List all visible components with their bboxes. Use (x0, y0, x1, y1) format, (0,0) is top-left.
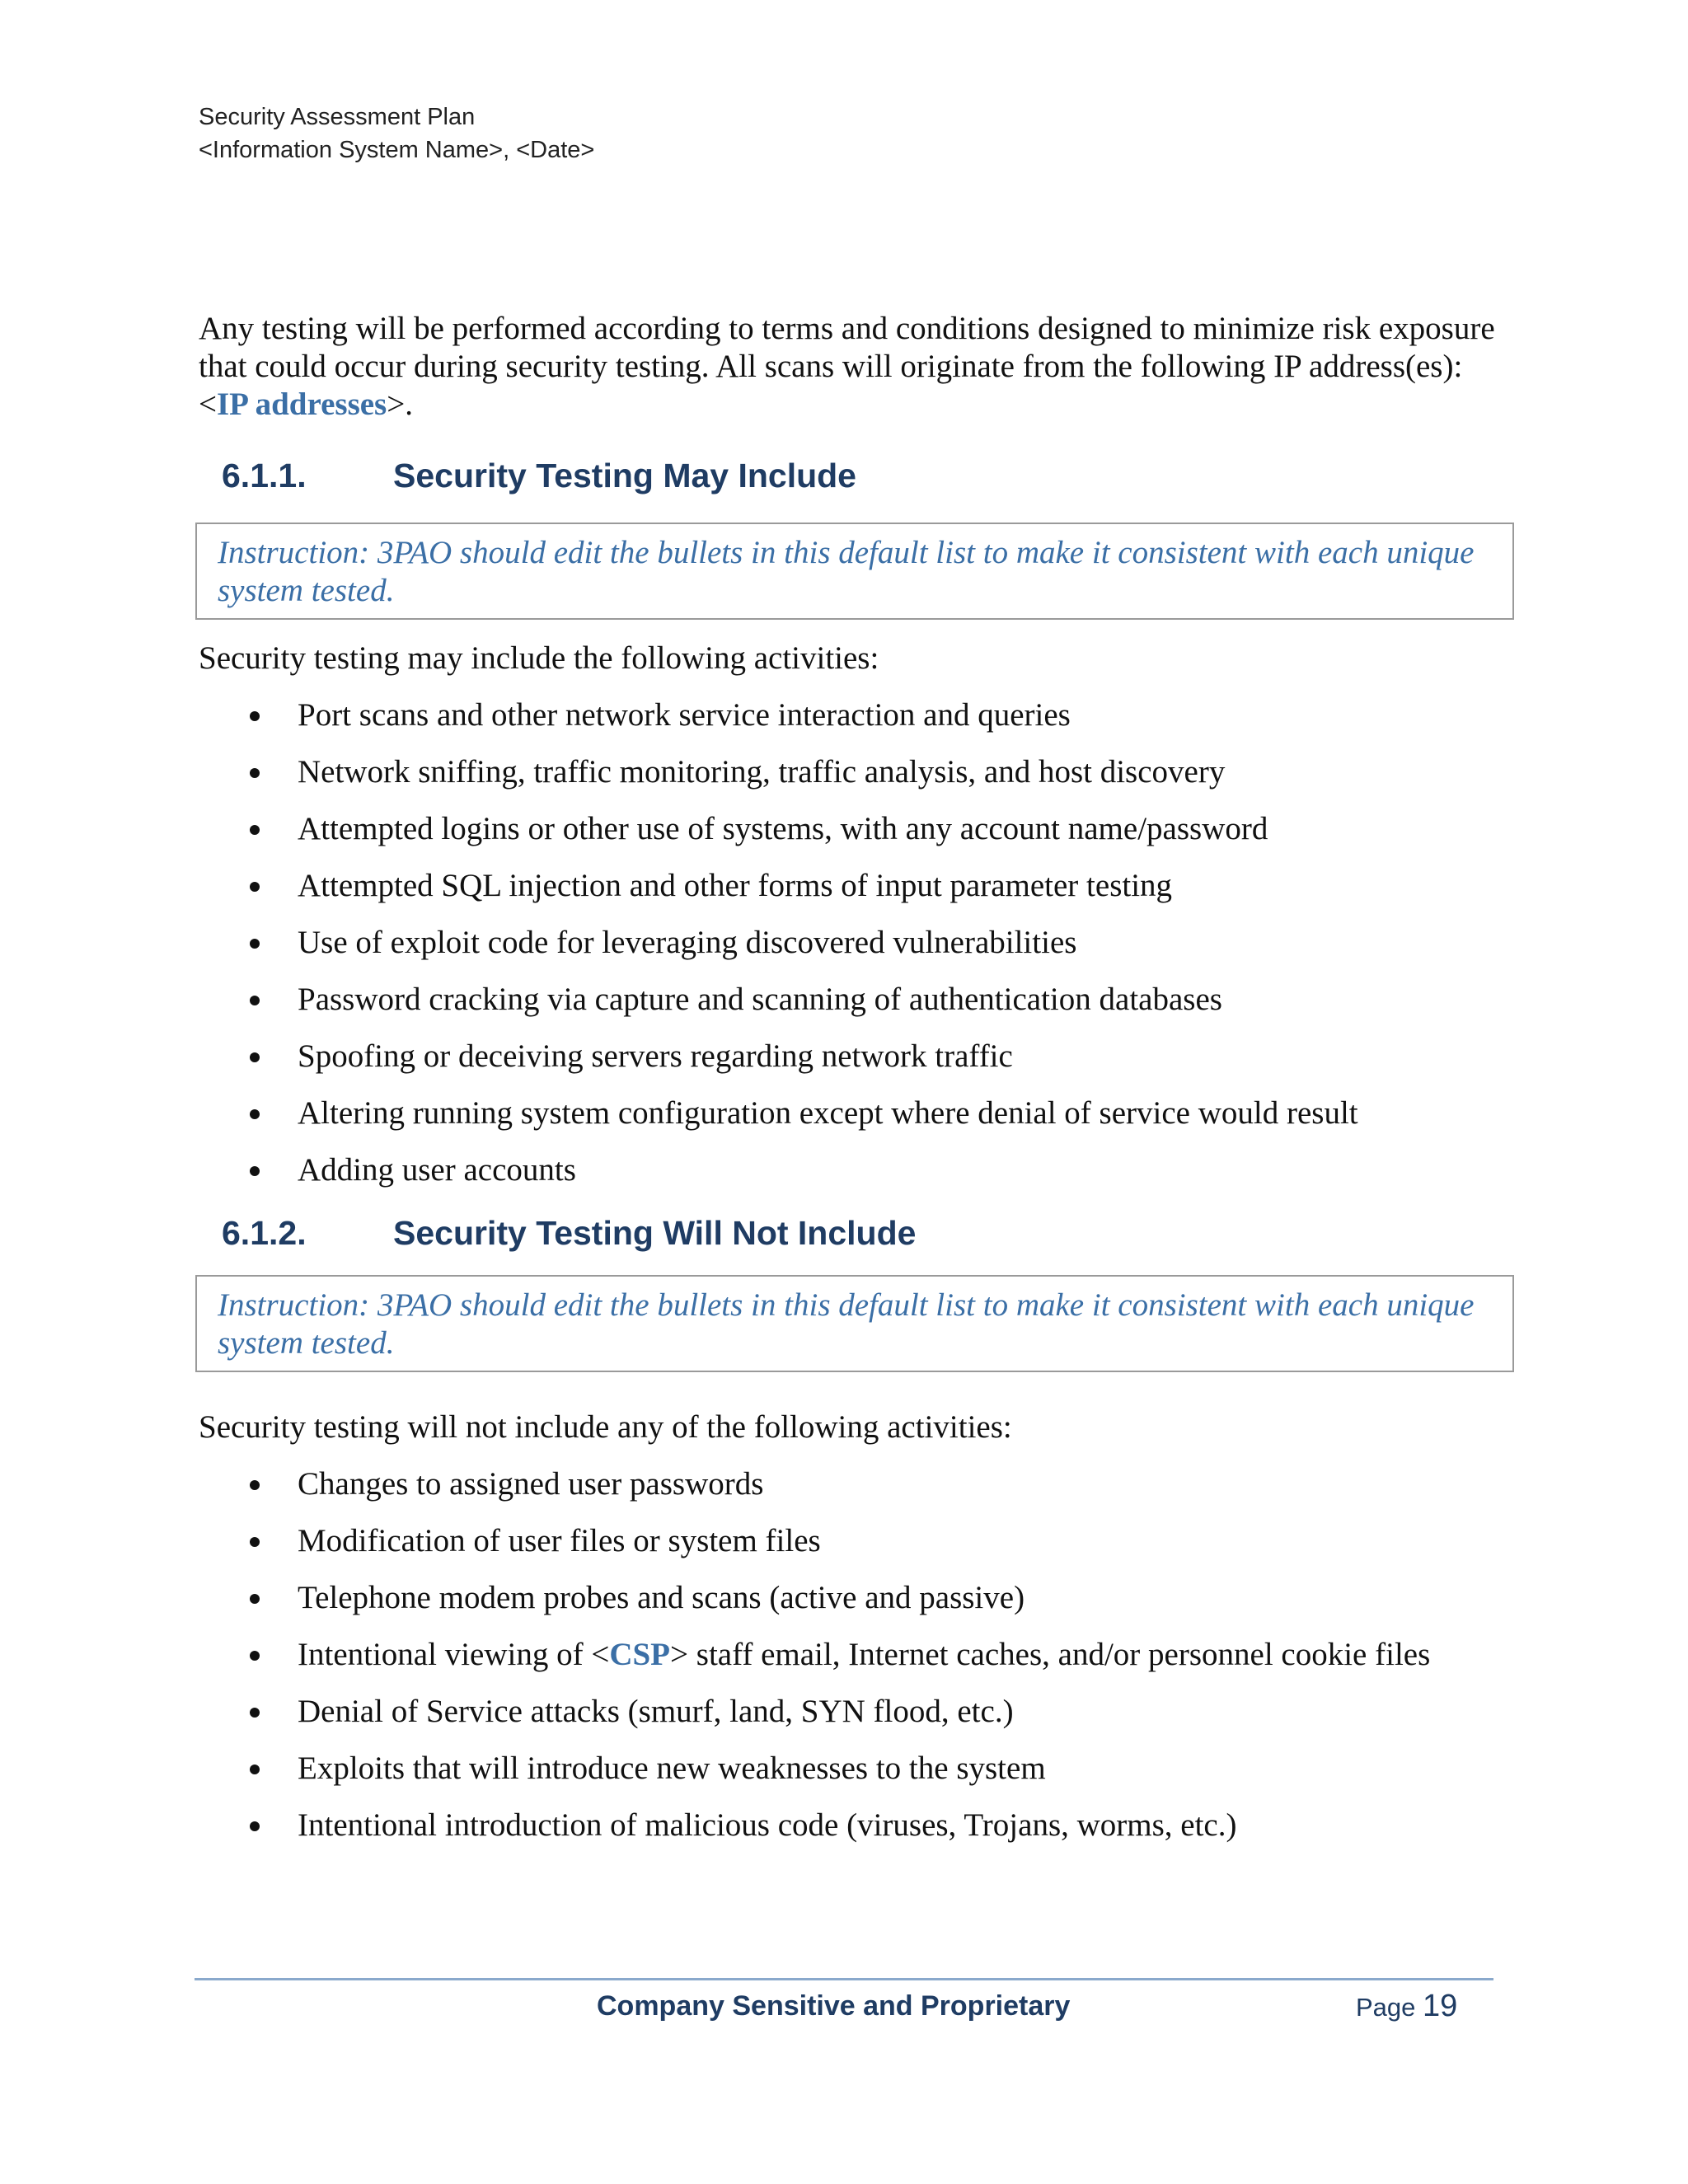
bullet-icon (250, 1651, 260, 1661)
list-item: Use of exploit code for leveraging discovered vulnerabilities (199, 924, 1517, 981)
instruction-box: Instruction: 3PAO should edit the bullets in this default list to make it consistent with each unique system tested. (195, 1275, 1514, 1372)
header-subtitle: <Information System Name>, <Date> (199, 137, 595, 163)
intro-text: Any testing will be performed according to terms and conditions designed to minimize risk exposure that could occur during security testing. All scans will originate from the following IP address(es): < (199, 311, 1495, 422)
will-not-include-list (199, 1465, 1517, 1863)
list-item: Network sniffing, traffic monitoring, traffic analysis, and host discovery (199, 753, 1517, 810)
ip-addresses-placeholder: IP addresses (217, 387, 387, 422)
bullet-icon (250, 996, 260, 1005)
list-item: Exploits that will introduce new weaknesses to the system (199, 1750, 1517, 1807)
list-item: Attempted logins or other use of systems, with any account name/password (199, 810, 1517, 867)
bullet-icon (250, 1594, 260, 1604)
list-item: Modification of user files or system files (199, 1522, 1517, 1579)
list-item: Intentional introduction of malicious code (viruses, Trojans, worms, etc.) (199, 1807, 1517, 1863)
lead-paragraph: Security testing may include the following activities: (199, 640, 879, 676)
running-header (199, 101, 594, 166)
instruction-box: Instruction: 3PAO should edit the bullets in this default list to make it consistent with each unique system tested. (195, 523, 1514, 620)
header-title: Security Assessment Plan (199, 104, 476, 130)
list-item: Intentional viewing of <CSP> staff email, Internet caches, and/or personnel cookie files (199, 1636, 1517, 1693)
list-item: Adding user accounts (199, 1151, 1517, 1189)
list-item: Denial of Service attacks (smurf, land, SYN flood, etc.) (199, 1693, 1517, 1750)
section-title: Security Testing May Include (393, 457, 856, 494)
section-number: 6.1.2. (222, 1214, 307, 1252)
footer-confidentiality: Company Sensitive and Proprietary (597, 1990, 1071, 2022)
bullet-icon (250, 1821, 260, 1831)
page-label: Page (1356, 1993, 1416, 2022)
bullet-icon (250, 1052, 260, 1062)
bullet-icon (250, 1109, 260, 1119)
section-title: Security Testing Will Not Include (393, 1214, 917, 1252)
intro-text-end: >. (387, 387, 413, 422)
list-item: Telephone modem probes and scans (active and passive) (199, 1579, 1517, 1636)
bullet-icon (250, 1166, 260, 1176)
bullet-icon (250, 711, 260, 721)
intro-paragraph (199, 310, 1517, 424)
bullet-icon (250, 768, 260, 778)
list-item: Changes to assigned user passwords (199, 1465, 1517, 1522)
footer-divider (195, 1978, 1493, 1980)
bullet-icon (250, 1537, 260, 1547)
bullet-icon (250, 1480, 260, 1490)
body-content (199, 310, 1517, 1863)
lead-paragraph: Security testing will not include any of the following activities: (199, 1409, 1012, 1445)
list-item: Password cracking via capture and scanning of authentication databases (199, 981, 1517, 1038)
bullet-icon (250, 825, 260, 835)
bullet-icon (250, 1765, 260, 1774)
list-item: Port scans and other network service interaction and queries (199, 696, 1517, 753)
bullet-icon (250, 939, 260, 949)
list-item: Altering running system configuration except where denial of service would result (199, 1094, 1517, 1151)
section-heading-may-include (199, 442, 1517, 509)
section-number: 6.1.1. (222, 457, 307, 494)
csp-placeholder: CSP (609, 1637, 671, 1672)
bullet-icon (250, 1708, 260, 1718)
list-item: Spoofing or deceiving servers regarding network traffic (199, 1038, 1517, 1094)
bullet-icon (250, 882, 260, 892)
page-number-value: 19 (1423, 1989, 1458, 2023)
page-number (1356, 1986, 1457, 2027)
section-heading-will-not-include (199, 1199, 1517, 1267)
list-item: Attempted SQL injection and other forms of input parameter testing (199, 867, 1517, 924)
may-include-list (199, 696, 1517, 1189)
